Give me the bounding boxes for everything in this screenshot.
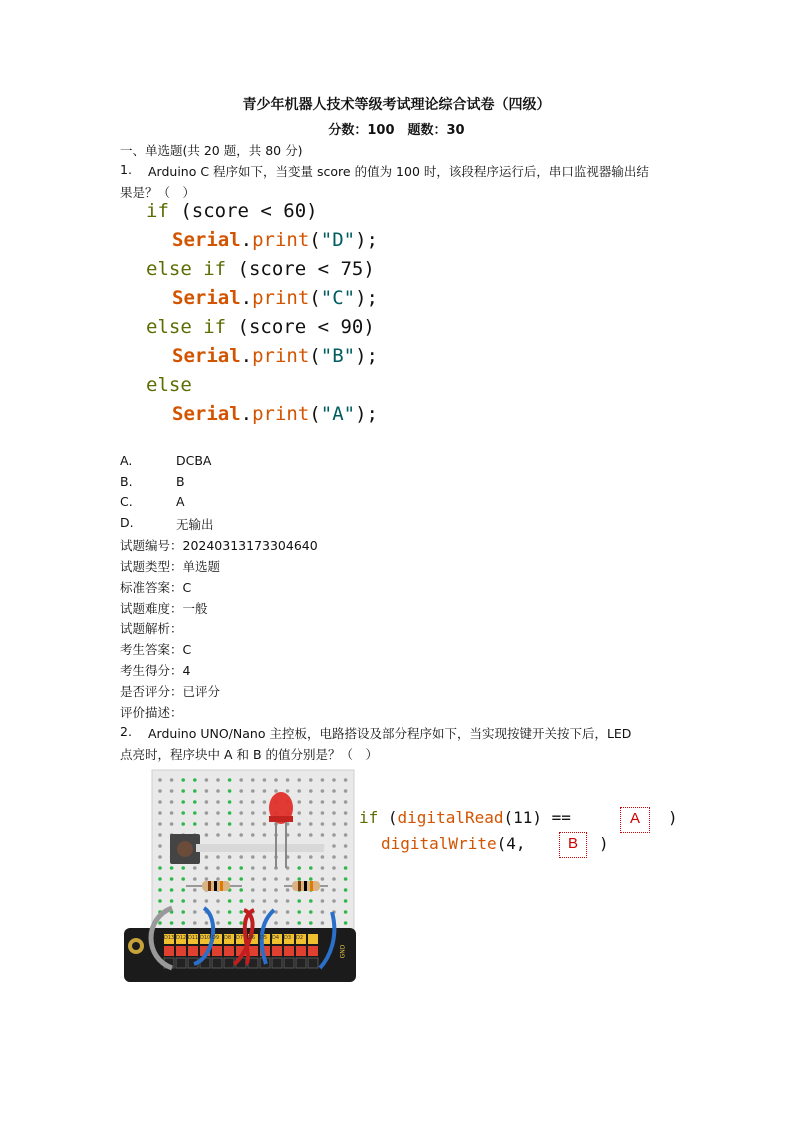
pin-label: D11 bbox=[188, 935, 199, 941]
code-function: digitalWrite bbox=[381, 834, 497, 853]
code-dot: . bbox=[240, 345, 253, 367]
code-dot: . bbox=[240, 287, 253, 309]
code-function: print bbox=[252, 287, 310, 309]
q2-text-line2: 点亮时，程序块中 A 和 B 的值分别是？（ ） bbox=[120, 747, 379, 762]
code-line-1 bbox=[146, 200, 318, 222]
code-function: print bbox=[252, 403, 310, 425]
code-close: ); bbox=[355, 403, 378, 425]
code-paren: ( bbox=[309, 345, 321, 367]
code-dot: . bbox=[240, 403, 253, 425]
pin-label: D4 bbox=[272, 935, 280, 941]
meta-student-score: 考生得分：4 bbox=[120, 663, 191, 678]
option-a-letter: A. bbox=[120, 453, 133, 468]
code-string: "C" bbox=[320, 287, 356, 309]
page-title: 青少年机器人技术等级考试理论综合试卷（四级） bbox=[242, 97, 551, 113]
q2-code-line-2 bbox=[381, 834, 535, 853]
code-args: (4, bbox=[496, 834, 536, 853]
pin-label: D10 bbox=[200, 935, 211, 941]
pin-label: D6 bbox=[248, 935, 256, 941]
code-line-3 bbox=[146, 258, 375, 280]
q1-text-line2: 果是？（ ） bbox=[120, 185, 196, 200]
code-line-8 bbox=[172, 403, 378, 425]
pin-label: D8 bbox=[224, 935, 232, 941]
q2-code-line-1 bbox=[359, 808, 581, 827]
code-string: "D" bbox=[320, 229, 356, 251]
pin-label: D5 bbox=[260, 935, 268, 941]
code-line-2 bbox=[172, 229, 378, 251]
code-line-7 bbox=[146, 374, 192, 396]
option-b-letter: B. bbox=[120, 474, 133, 489]
meta-id: 试题编号：20240313173304640 bbox=[120, 538, 318, 553]
code-keyword: if bbox=[146, 200, 169, 222]
code-paren: ( bbox=[378, 808, 398, 827]
answer-box-b: B bbox=[559, 832, 587, 858]
code-class: Serial bbox=[172, 345, 241, 367]
code-line-4 bbox=[172, 287, 378, 309]
meta-answer: 标准答案：C bbox=[120, 580, 192, 595]
option-a-text: DCBA bbox=[176, 453, 212, 468]
code-function: print bbox=[252, 345, 310, 367]
score-summary: 分数：100 题数：30 bbox=[328, 123, 465, 138]
meta-graded: 是否评分：已评分 bbox=[120, 684, 221, 699]
option-d-letter: D. bbox=[120, 515, 134, 530]
code-condition: (score < 90) bbox=[226, 316, 375, 338]
pin-label: D7 bbox=[236, 935, 244, 941]
code-keyword: if bbox=[359, 808, 379, 827]
q2-code-close-1: ) bbox=[668, 808, 678, 827]
code-condition: (score < 75) bbox=[226, 258, 375, 280]
q2-number: 2. bbox=[120, 724, 132, 739]
section-heading: 一、单选题(共 20 题，共 80 分) bbox=[120, 143, 303, 158]
pin-label: D12 bbox=[176, 935, 187, 941]
code-class: Serial bbox=[172, 287, 241, 309]
code-function: digitalRead bbox=[397, 808, 504, 827]
option-c-letter: C. bbox=[120, 494, 133, 509]
meta-comment: 评价描述： bbox=[120, 705, 183, 720]
code-line-5 bbox=[146, 316, 375, 338]
code-string: "B" bbox=[320, 345, 356, 367]
pin-label: D9 bbox=[212, 935, 220, 941]
q1-text-line1: Arduino C 程序如下，当变量 score 的值为 100 时，该段程序运行后，串口监视器输出结 bbox=[148, 164, 649, 179]
code-close: ); bbox=[355, 345, 378, 367]
gnd-label: GND bbox=[339, 944, 347, 959]
answer-box-a: A bbox=[620, 807, 650, 833]
pin-label: D13 bbox=[164, 935, 175, 941]
code-dot: . bbox=[240, 229, 253, 251]
code-class: Serial bbox=[172, 229, 241, 251]
q1-number: 1. bbox=[120, 162, 132, 177]
pin-label: D2 bbox=[296, 935, 304, 941]
option-d-text: 无输出 bbox=[176, 517, 214, 532]
code-args: (11) == bbox=[503, 808, 581, 827]
q2-code-close-2: ) bbox=[599, 834, 609, 853]
code-paren: ( bbox=[309, 229, 321, 251]
q2-text-line1: Arduino UNO/Nano 主控板，电路搭设及部分程序如下，当实现按键开关按下后，LED bbox=[148, 726, 632, 741]
code-paren: ( bbox=[309, 403, 321, 425]
code-close: ); bbox=[355, 287, 378, 309]
meta-difficulty: 试题难度：一般 bbox=[120, 601, 208, 616]
code-condition: (score < 60) bbox=[168, 200, 318, 222]
code-keyword: else if bbox=[146, 258, 227, 280]
code-close: ); bbox=[355, 229, 378, 251]
pin-label: D3 bbox=[284, 935, 292, 941]
meta-type: 试题类型：单选题 bbox=[120, 559, 221, 574]
code-keyword: else if bbox=[146, 316, 227, 338]
code-paren: ( bbox=[309, 287, 321, 309]
option-c-text: A bbox=[176, 494, 185, 509]
meta-analysis: 试题解析： bbox=[120, 621, 183, 636]
code-keyword: else bbox=[146, 374, 192, 396]
code-function: print bbox=[252, 229, 310, 251]
code-line-6 bbox=[172, 345, 378, 367]
option-b-text: B bbox=[176, 474, 185, 489]
breadboard-circuit-image bbox=[124, 768, 356, 982]
meta-student-answer: 考生答案：C bbox=[120, 642, 192, 657]
code-class: Serial bbox=[172, 403, 241, 425]
code-string: "A" bbox=[320, 403, 356, 425]
